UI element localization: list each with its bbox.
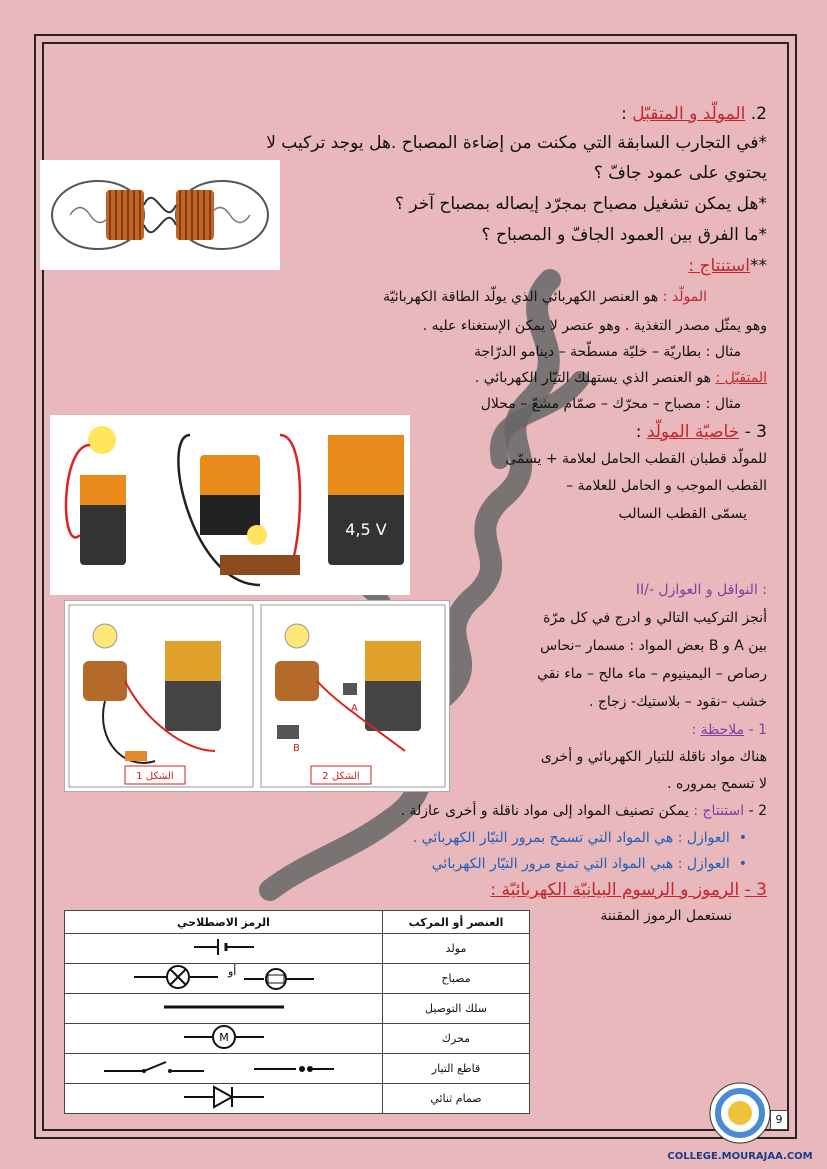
conclusion-heading: **استنتاج :	[688, 256, 767, 276]
symbol-header: الرمز الاصطلاحي	[65, 911, 383, 934]
generator-definition: المولّد : هو العنصر الكهربائي الذي يولّد الطاقة الكهربائيّة	[383, 289, 707, 305]
page-number: 9	[770, 1110, 788, 1130]
row-motor: محرك	[383, 1024, 530, 1054]
section2-q2: *هل يمكن تشغيل مصباح بمجرّد إيصاله بمصباح آخر ؟	[394, 194, 767, 214]
conductor-test-figures	[64, 600, 450, 792]
switch-symbol	[65, 1054, 383, 1084]
conclusion2: 2 - استنتاج : يمكن تصنيف المواد إلى مواد ناقلة و أخرى عازلة .	[400, 803, 767, 819]
bullet-conductors: • العوازل : هي المواد التي تسمح بمرور التيّار الكهربائي .	[412, 830, 747, 846]
generator-example: مثال : بطاريّة – خليّة مسطّحة – دينامو الدرّاجة	[474, 344, 741, 360]
part2-title: II/- النواقل و العوازل :	[635, 582, 767, 598]
svg-text:A: A	[351, 703, 358, 714]
wire-symbol	[65, 994, 383, 1024]
section2-q1b: يحتوي على عمود جافّ ؟	[593, 163, 767, 183]
section2-heading: 2. المولّد و المتقبّل :	[621, 104, 767, 124]
element-header: العنصر أو المركب	[383, 911, 530, 934]
symbols-table	[64, 910, 530, 1114]
row-lamp: مصباح	[383, 964, 530, 994]
note-heading: 1 - ملاحظة :	[691, 722, 767, 738]
lamp-symbol	[65, 964, 383, 994]
part2-line4: خشب –نقود – بلاستيك- زجاج .	[588, 694, 767, 710]
part2-line2: بين A و B بعض المواد : مسمار –نحاس	[540, 638, 767, 654]
site-logo	[667, 1075, 813, 1165]
svg-text:أو: أو	[227, 965, 236, 978]
diode-symbol	[65, 1084, 383, 1114]
generator-symbol	[65, 934, 383, 964]
receiver-definition: المتقبّل : هو العنصر الذي يستهلك التيّار الكهربائي .	[474, 370, 767, 386]
figure2-caption: الشكل 2	[322, 771, 360, 782]
battery-voltage-label: 4,5 V	[345, 520, 387, 539]
section2-q1: *في التجارب السابقة التي مكنت من إضاءة المصباح .هل يوجد تركيب لا	[266, 133, 767, 153]
figure1-caption: الشكل 1	[136, 771, 174, 782]
section2-title: المولّد و المتقبّل	[632, 104, 746, 124]
row-switch: قاطع التيار	[383, 1054, 530, 1084]
row-wire: سلك التوصيل	[383, 994, 530, 1024]
section3-line1: للمولّد قطبان القطب الحامل لعلامة + يسمّى	[505, 451, 767, 467]
section2-q3: *ما الفرق بين العمود الجافّ و المصباح ؟	[481, 225, 767, 245]
part2-line1: أنجز التركيب التالي و ادرج في كل مرّة	[543, 610, 767, 626]
row-diode: صمام ثنائي	[383, 1084, 530, 1114]
part2-line3: رصاص – اليمينيوم – ماء مالح – ماء نقي	[537, 666, 767, 682]
generator-definition-2: وهو يمثّل مصدر التغذية . وهو عنصر لا يمكن الإستغناء عليه .	[422, 318, 767, 334]
site-url: COLLEGE.MOURAJAA.COM	[667, 1151, 813, 1162]
section3-line2: القطب الموجب و الحامل للعلامة –	[566, 478, 767, 494]
two-bulbs-image	[40, 160, 280, 270]
svg-text:B: B	[293, 743, 300, 754]
note-line1: هناك مواد ناقلة للتيار الكهربائي و أخرى	[540, 749, 767, 765]
symbols-intro: نستعمل الرموز المقننة	[600, 908, 732, 924]
symbols-heading: 3 - الرموز و الرسوم البيانيّة الكهربائيّة :	[490, 880, 767, 900]
receiver-example: مثال : مصباح – محرّك – صمّام مشعّ – محلال	[480, 396, 741, 412]
motor-symbol	[65, 1024, 383, 1054]
row-generator: مولد	[383, 934, 530, 964]
battery-circuit-image	[50, 415, 410, 595]
section3-heading: 3 - خاصيّة المولّد :	[635, 422, 767, 442]
section3-line3: يسمّى القطب السالب	[618, 506, 747, 522]
bullet-insulators: • العوازل : هبي المواد التي تمنع مرور التيّار الكهربائي	[431, 856, 747, 872]
svg-text:M: M	[218, 1031, 229, 1044]
note-line2: لا تسمح بمروره .	[667, 776, 767, 792]
